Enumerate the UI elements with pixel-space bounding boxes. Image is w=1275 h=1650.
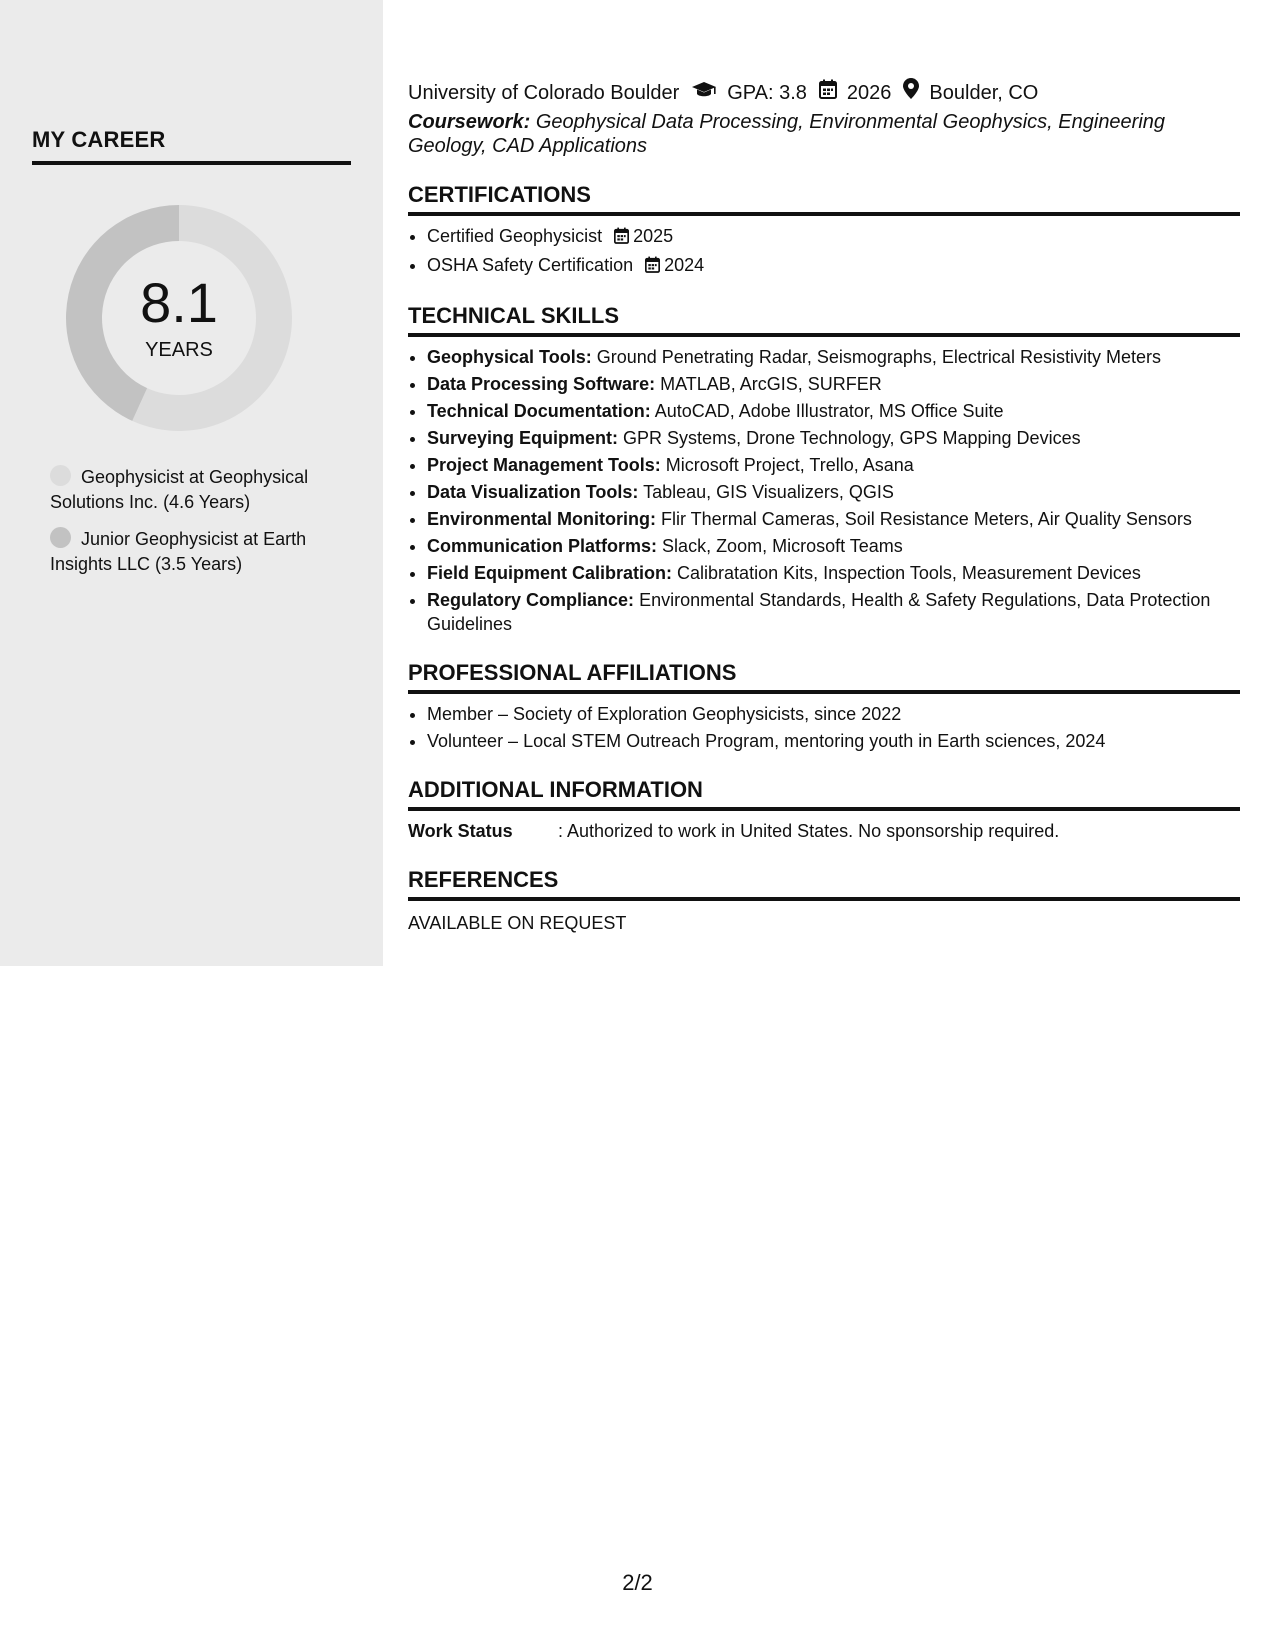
affiliation-item: • Member – Society of Exploration Geophysicists, since 2022 (427, 702, 1240, 726)
skill-label: Project Management Tools: (427, 455, 661, 475)
skills-heading: TECHNICAL SKILLS (408, 303, 1240, 337)
legend-dot (50, 465, 71, 486)
references-text: AVAILABLE ON REQUEST (408, 913, 627, 933)
skill-text: AutoCAD, Adobe Illustrator, MS Office Suite (654, 401, 1004, 421)
school-name: University of Colorado Boulder (408, 81, 680, 104)
skill-item (427, 399, 1240, 423)
total-years-unit: YEARS (145, 339, 213, 361)
skill-label: Data Visualization Tools: (427, 482, 639, 502)
career-heading: MY CAREER (32, 127, 351, 165)
skill-item (427, 480, 1240, 504)
skill-text: GPR Systems, Drone Technology, GPS Mapping Devices (623, 428, 1081, 448)
skill-text: Environmental Standards, Health & Safety Regulations, Data Protection Guidelines (427, 590, 1211, 634)
graduation-cap-icon (691, 79, 717, 107)
legend-dot (50, 527, 71, 548)
certification-name: Certified Geophysicist (427, 226, 603, 246)
page-number: 2/2 (622, 1570, 653, 1595)
calendar-icon (819, 79, 837, 107)
education-line (408, 78, 1240, 107)
certification-year: 2024 (664, 255, 705, 275)
skill-item (427, 453, 1240, 477)
main-content (408, 78, 1240, 934)
certification-item (427, 224, 1240, 250)
legend-label: Junior Geophysicist at Earth Insights LLC (3.5 Years) (50, 529, 307, 574)
skill-label: Field Equipment Calibration: (427, 563, 673, 583)
legend-item (50, 465, 360, 515)
affiliation-item: • Volunteer – Local STEM Outreach Program, mentoring youth in Earth sciences, 2024 (427, 729, 1240, 753)
skill-text: Ground Penetrating Radar, Seismographs, Electrical Resistivity Meters (596, 347, 1161, 367)
coursework-list: Geophysical Data Processing, Environmental Geophysics, Engineering Geology, CAD Applications (408, 111, 1166, 157)
coursework (408, 110, 1240, 158)
affiliations-list (408, 702, 1240, 753)
work-status-value: : Authorized to work in United States. No sponsorship required. (558, 821, 1060, 841)
skill-item (427, 507, 1240, 531)
total-years-value: 8.1 (140, 271, 218, 334)
skill-text: Calibratation Kits, Inspection Tools, Measurement Devices (677, 563, 1141, 583)
skill-label: Environmental Monitoring: (427, 509, 656, 529)
skill-item (427, 534, 1240, 558)
references-heading: REFERENCES (408, 867, 1240, 901)
skill-item (427, 561, 1240, 585)
legend-label: Geophysicist at Geophysical Solutions Inc. (4.6 Years) (50, 467, 309, 512)
skill-label: Data Processing Software: (427, 374, 656, 394)
map-pin-icon (903, 78, 919, 107)
additional-info-heading: ADDITIONAL INFORMATION (408, 777, 1240, 811)
skill-item (427, 372, 1240, 396)
sidebar (0, 0, 383, 966)
school-location: Boulder, CO (929, 81, 1039, 104)
career-donut-chart (64, 203, 294, 433)
work-status-label: Work Status (408, 821, 513, 841)
certifications-list (408, 224, 1240, 279)
skill-item (427, 588, 1240, 636)
skill-text: Flir Thermal Cameras, Soil Resistance Meters, Air Quality Sensors (661, 509, 1192, 529)
skills-list (408, 345, 1240, 636)
skill-label: Communication Platforms: (427, 536, 658, 556)
skill-label: Technical Documentation: (427, 401, 651, 421)
skill-label: Surveying Equipment: (427, 428, 619, 448)
certification-year: 2025 (633, 226, 674, 246)
skill-text: MATLAB, ArcGIS, SURFER (660, 374, 882, 394)
graduation-year: 2026 (846, 81, 892, 104)
calendar-icon (645, 255, 660, 279)
skill-label: Regulatory Compliance: (427, 590, 635, 610)
career-legend (50, 465, 360, 589)
skill-label: Geophysical Tools: (427, 347, 592, 367)
skill-text: Tableau, GIS Visualizers, QGIS (643, 482, 894, 502)
coursework-label: Coursework: (408, 111, 531, 133)
calendar-icon (614, 226, 629, 250)
certification-item (427, 253, 1240, 279)
certification-name: OSHA Safety Certification (427, 255, 634, 275)
skill-item (427, 426, 1240, 450)
skill-text: Slack, Zoom, Microsoft Teams (662, 536, 903, 556)
certifications-heading: CERTIFICATIONS (408, 182, 1240, 216)
affiliations-heading: PROFESSIONAL AFFILIATIONS (408, 660, 1240, 694)
skill-text: Microsoft Project, Trello, Asana (665, 455, 914, 475)
work-status-row (408, 819, 1240, 843)
gpa-text: GPA: 3.8 (727, 81, 807, 104)
skill-item (427, 345, 1240, 369)
legend-item (50, 527, 360, 577)
